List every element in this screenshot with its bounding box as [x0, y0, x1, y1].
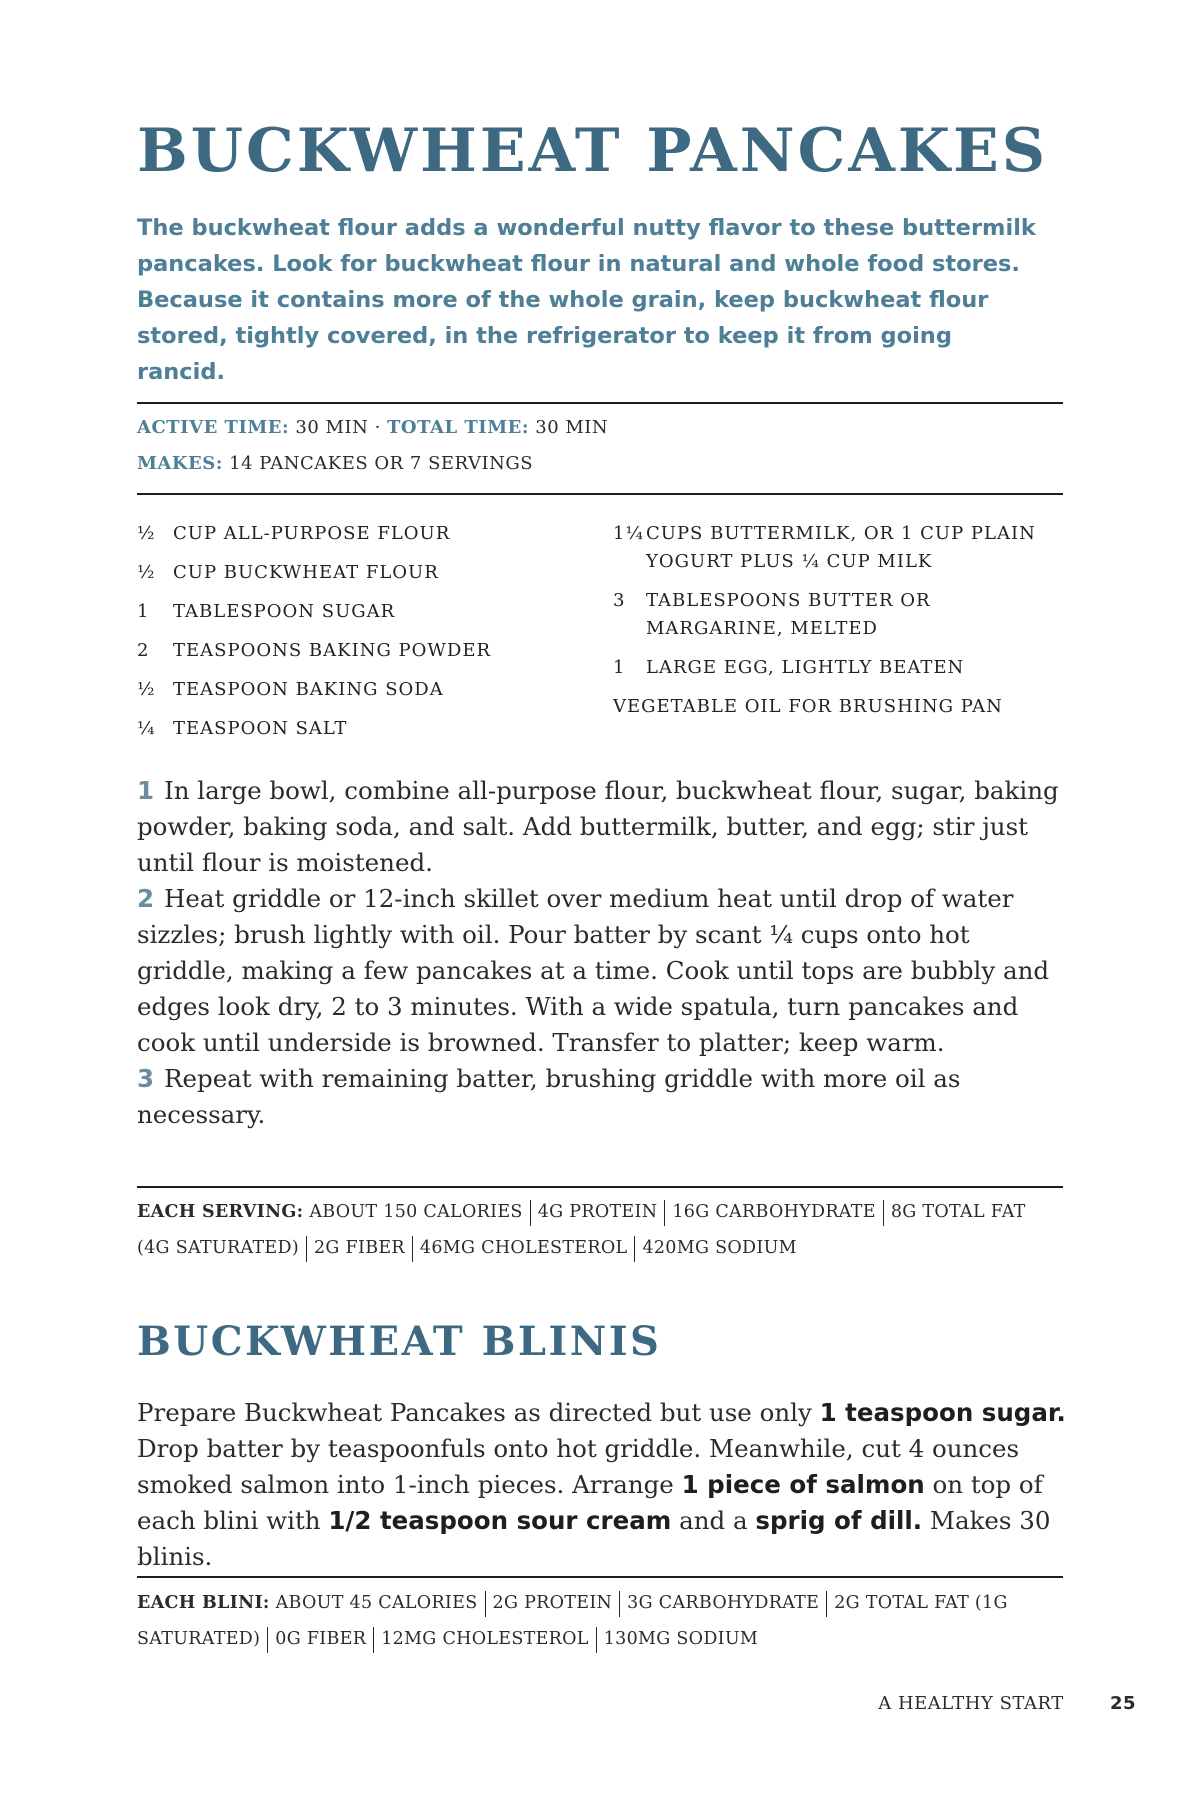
- ingredient-qty: 1¼: [613, 523, 644, 544]
- ingredient-text: TABLESPOONS BUTTER OR MARGARINE, MELTED: [646, 590, 931, 639]
- separator-bar: [664, 1200, 665, 1226]
- active-time-value: 30 MIN: [295, 417, 369, 438]
- ingredient-text: TEASPOON BAKING SODA: [173, 679, 444, 700]
- ingredient-item: [137, 715, 577, 743]
- separator-bar: [596, 1627, 597, 1653]
- divider-rule: [137, 493, 1063, 495]
- ingredient-item: [137, 676, 577, 704]
- nutrition-item: ABOUT 150 CALORIES: [309, 1202, 523, 1222]
- variation-text: [137, 1395, 1067, 1575]
- ingredient-qty: 2: [137, 640, 150, 661]
- ingredient-qty: 1: [137, 601, 150, 622]
- variation-text-part: Drop batter by teaspoonfuls onto hot griddle. Meanwhile, cut 4 ounces smoked salmon into 1-inch pieces. Arrange: [137, 1434, 1020, 1499]
- ingredient-text: TEASPOONS BAKING POWDER: [173, 640, 492, 661]
- variation-text-part: Makes 30 blinis.: [137, 1506, 1051, 1571]
- ingredient-text: TEASPOON SALT: [173, 718, 348, 739]
- total-time-value: 30 MIN: [535, 417, 609, 438]
- step: [137, 881, 1067, 1061]
- variation-bold-part: sprig of dill.: [755, 1506, 923, 1535]
- separator-bar: [485, 1591, 486, 1617]
- ingredient-item: [613, 654, 1073, 682]
- page-number: 25: [1109, 1693, 1136, 1714]
- time-separator: ·: [374, 417, 381, 438]
- step-text: Heat griddle or 12-inch skillet over medium heat until drop of water sizzles; brush lightly with oil. Pour batter by scant ¼ cups onto hot griddle, making a few pancakes at a time. Cook until tops are bubbly and edges look dry, 2 to 3 minutes. With a wide spatula, turn pancakes and cook until underside is browned. Transfer to platter; keep warm.: [137, 884, 1050, 1057]
- step: [137, 1061, 1067, 1133]
- ingredient-text: CUP ALL-PURPOSE FLOUR: [173, 523, 451, 544]
- recipe-intro: The buckwheat flour adds a wonderful nutty flavor to these buttermilk pancakes. Look for buckwheat flour in natural and whole food stores. Because it contains more of the whole grain, keep buckwheat flour stored, tightly covered, in the refrigerator to keep it from going rancid.: [137, 215, 1036, 385]
- ingredient-item: [613, 587, 1073, 643]
- ingredient-text: CUPS BUTTERMILK, OR 1 CUP PLAIN YOGURT PLUS ¼ CUP MILK: [646, 523, 1036, 572]
- ingredient-text: TABLESPOON SUGAR: [173, 601, 396, 622]
- divider-rule: [137, 1576, 1063, 1578]
- total-time-label: TOTAL TIME:: [387, 417, 530, 438]
- ingredient-text: LARGE EGG, LIGHTLY BEATEN: [646, 657, 965, 678]
- separator-bar: [306, 1236, 307, 1262]
- separator-bar: [883, 1200, 884, 1226]
- nutrition-item: 4G PROTEIN: [537, 1202, 658, 1222]
- nutrition-item: 46MG CHOLESTEROL: [419, 1238, 628, 1258]
- ingredient-item: [137, 598, 577, 626]
- ingredient-qty: ½: [137, 679, 156, 700]
- makes-label: MAKES:: [137, 453, 223, 474]
- page-footer: [878, 1693, 1136, 1714]
- divider-rule: [137, 1186, 1063, 1188]
- ingredient-item: [137, 520, 577, 548]
- time-line: [137, 410, 608, 446]
- variation-bold-part: 1/2 teaspoon sour cream: [328, 1506, 672, 1535]
- ingredients-left-column: [137, 520, 577, 754]
- variation-text-part: on top of each blini with: [137, 1470, 1043, 1535]
- nutrition-item: 3G CARBOHYDRATE: [627, 1593, 820, 1613]
- divider-rule: [137, 402, 1063, 404]
- ingredients-right-column: [613, 520, 1073, 732]
- nutrition-blini: [137, 1585, 1063, 1657]
- step-number: 3: [137, 1064, 155, 1093]
- nutrition-item: 2G TOTAL FAT (1G SATURATED): [137, 1593, 1008, 1649]
- nutrition-item: 2G PROTEIN: [492, 1593, 613, 1613]
- separator-bar: [634, 1236, 635, 1262]
- ingredient-qty: ¼: [137, 718, 156, 739]
- ingredient-text: VEGETABLE OIL FOR BRUSHING PAN: [613, 696, 1003, 717]
- ingredient-item: [137, 637, 577, 665]
- separator-bar: [373, 1627, 374, 1653]
- nutrition-item: 12MG CHOLESTEROL: [381, 1629, 589, 1649]
- nutrition-item: 130MG SODIUM: [603, 1629, 759, 1649]
- variation-text-part: Prepare Buckwheat Pancakes as directed but use only: [137, 1398, 820, 1427]
- makes-line: [137, 446, 608, 482]
- ingredient-qty: 1: [613, 657, 626, 678]
- variation-bold-part: 1 teaspoon sugar.: [819, 1398, 1066, 1427]
- nutrition-label: EACH BLINI:: [137, 1593, 270, 1613]
- section-name: A HEALTHY START: [878, 1693, 1064, 1714]
- variation-text-part: and a: [671, 1506, 756, 1535]
- step-number: 2: [137, 884, 155, 913]
- ingredient-item: [613, 520, 1073, 576]
- recipe-steps: [137, 773, 1067, 1133]
- step: [137, 773, 1067, 881]
- ingredient-text: CUP BUCKWHEAT FLOUR: [173, 562, 439, 583]
- nutrition-item: 0G FIBER: [275, 1629, 367, 1649]
- separator-bar: [826, 1591, 827, 1617]
- recipe-meta: [137, 410, 608, 482]
- nutrition-item: 8G TOTAL FAT (4G SATURATED): [137, 1202, 1026, 1258]
- makes-value: 14 PANCAKES OR 7 SERVINGS: [229, 453, 534, 474]
- step-number: 1: [137, 776, 155, 805]
- nutrition-item: ABOUT 45 CALORIES: [275, 1593, 478, 1613]
- separator-bar: [530, 1200, 531, 1226]
- variation-bold-part: 1 piece of salmon: [681, 1470, 925, 1499]
- ingredient-qty: 3: [613, 590, 626, 611]
- nutrition-serving: [137, 1194, 1063, 1266]
- step-text: Repeat with remaining batter, brushing griddle with more oil as necessary.: [137, 1064, 961, 1129]
- step-text: In large bowl, combine all-purpose flour, buckwheat flour, sugar, baking powder, baking soda, and salt. Add buttermilk, butter, and egg; stir just until flour is moistened.: [137, 776, 1059, 877]
- ingredient-item: [613, 693, 1073, 721]
- variation-title: BUCKWHEAT BLINIS: [137, 1318, 662, 1365]
- nutrition-item: 16G CARBOHYDRATE: [672, 1202, 876, 1222]
- separator-bar: [412, 1236, 413, 1262]
- separator-bar: [619, 1591, 620, 1617]
- ingredient-qty: ½: [137, 562, 156, 583]
- separator-bar: [267, 1627, 268, 1653]
- active-time-label: ACTIVE TIME:: [137, 417, 290, 438]
- recipe-title: BUCKWHEAT PANCAKES: [137, 116, 1049, 186]
- nutrition-label: EACH SERVING:: [137, 1202, 304, 1222]
- nutrition-item: 2G FIBER: [313, 1238, 405, 1258]
- nutrition-item: 420MG SODIUM: [642, 1238, 797, 1258]
- ingredient-item: [137, 559, 577, 587]
- ingredient-qty: ½: [137, 523, 156, 544]
